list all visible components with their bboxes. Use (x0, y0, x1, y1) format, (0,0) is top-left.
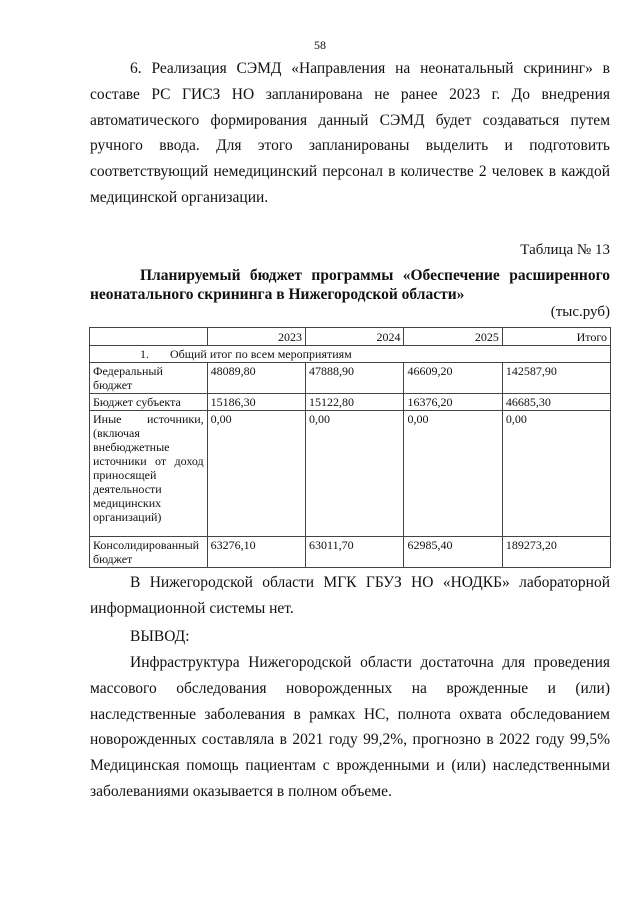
value-cell: 0,00 (502, 411, 610, 537)
page-number: 58 (314, 38, 326, 52)
value-cell: 0,00 (207, 411, 305, 537)
section-cell (90, 346, 611, 363)
table-title: Планируемый бюджет программы «Обеспечение расширенного неонатального скрининга в Нижегородской области» (90, 267, 610, 303)
section-number: 1. (140, 347, 149, 361)
table-row (90, 394, 611, 411)
table-header-row (90, 328, 611, 346)
header-cell-2023: 2023 (207, 328, 305, 346)
header-cell-2025: 2025 (404, 328, 502, 346)
header-cell-empty (90, 328, 208, 346)
paragraph-lis: В Нижегородской области МГК ГБУЗ НО «НОДКБ» лабораторной информационной системы нет. (90, 574, 610, 617)
value-cell: 46685,30 (502, 394, 610, 411)
paragraph-conclusion: Инфраструктура Нижегородской области достаточна для проведения массового обследования новорожденных на врожденные и (или) наследственные заболевания в рамках НС, полнота охвата обследованием новорожденных составляла в 2021 году 99,2%, прогнозно в 2022 году 99,5% Медицинская помощь пациентам с врожденными и (или) наследственными заболеваниями оказывается в полном объеме. (90, 654, 610, 800)
value-cell: 0,00 (404, 411, 502, 537)
value-cell: 0,00 (306, 411, 404, 537)
value-cell: 189273,20 (502, 537, 610, 568)
value-cell: 48089,80 (207, 363, 305, 394)
value-cell: 16376,20 (404, 394, 502, 411)
value-cell: 62985,40 (404, 537, 502, 568)
row-label: Консолидированный бюджет (90, 537, 208, 568)
row-label: Иные источники, (включая внебюджетные источники от доход приносящей деятельности медицинских организаций) (90, 411, 208, 537)
table-row (90, 363, 611, 394)
table-section-row (90, 346, 611, 363)
value-cell: 15186,30 (207, 394, 305, 411)
header-cell-total: Итого (502, 328, 610, 346)
budget-table (89, 327, 611, 568)
table-label: Таблица № 13 (520, 242, 610, 258)
unit-label: (тыс.руб) (550, 304, 610, 320)
value-cell: 63276,10 (207, 537, 305, 568)
conclusion-heading: ВЫВОД: (130, 628, 190, 645)
paragraph-semd: 6. Реализация СЭМД «Направления на неонатальный скрининг» в составе РС ГИСЗ НО запланирована не ранее 2023 г. До внедрения автоматического формирования данный СЭМД будет создаваться путем ручного ввода. Для этого запланированы выделить и подготовить соответствующий немедицинский персонал в количестве 2 человек в каждой медицинской организации. (90, 60, 610, 206)
value-cell: 47888,90 (306, 363, 404, 394)
header-cell-2024: 2024 (306, 328, 404, 346)
value-cell: 63011,70 (306, 537, 404, 568)
table-row (90, 537, 611, 568)
section-title: Общий итог по всем мероприятиям (170, 347, 352, 361)
value-cell: 15122,80 (306, 394, 404, 411)
table-row (90, 411, 611, 537)
value-cell: 46609,20 (404, 363, 502, 394)
value-cell: 142587,90 (502, 363, 610, 394)
row-label: Федеральный бюджет (90, 363, 208, 394)
row-label: Бюджет субъекта (90, 394, 208, 411)
